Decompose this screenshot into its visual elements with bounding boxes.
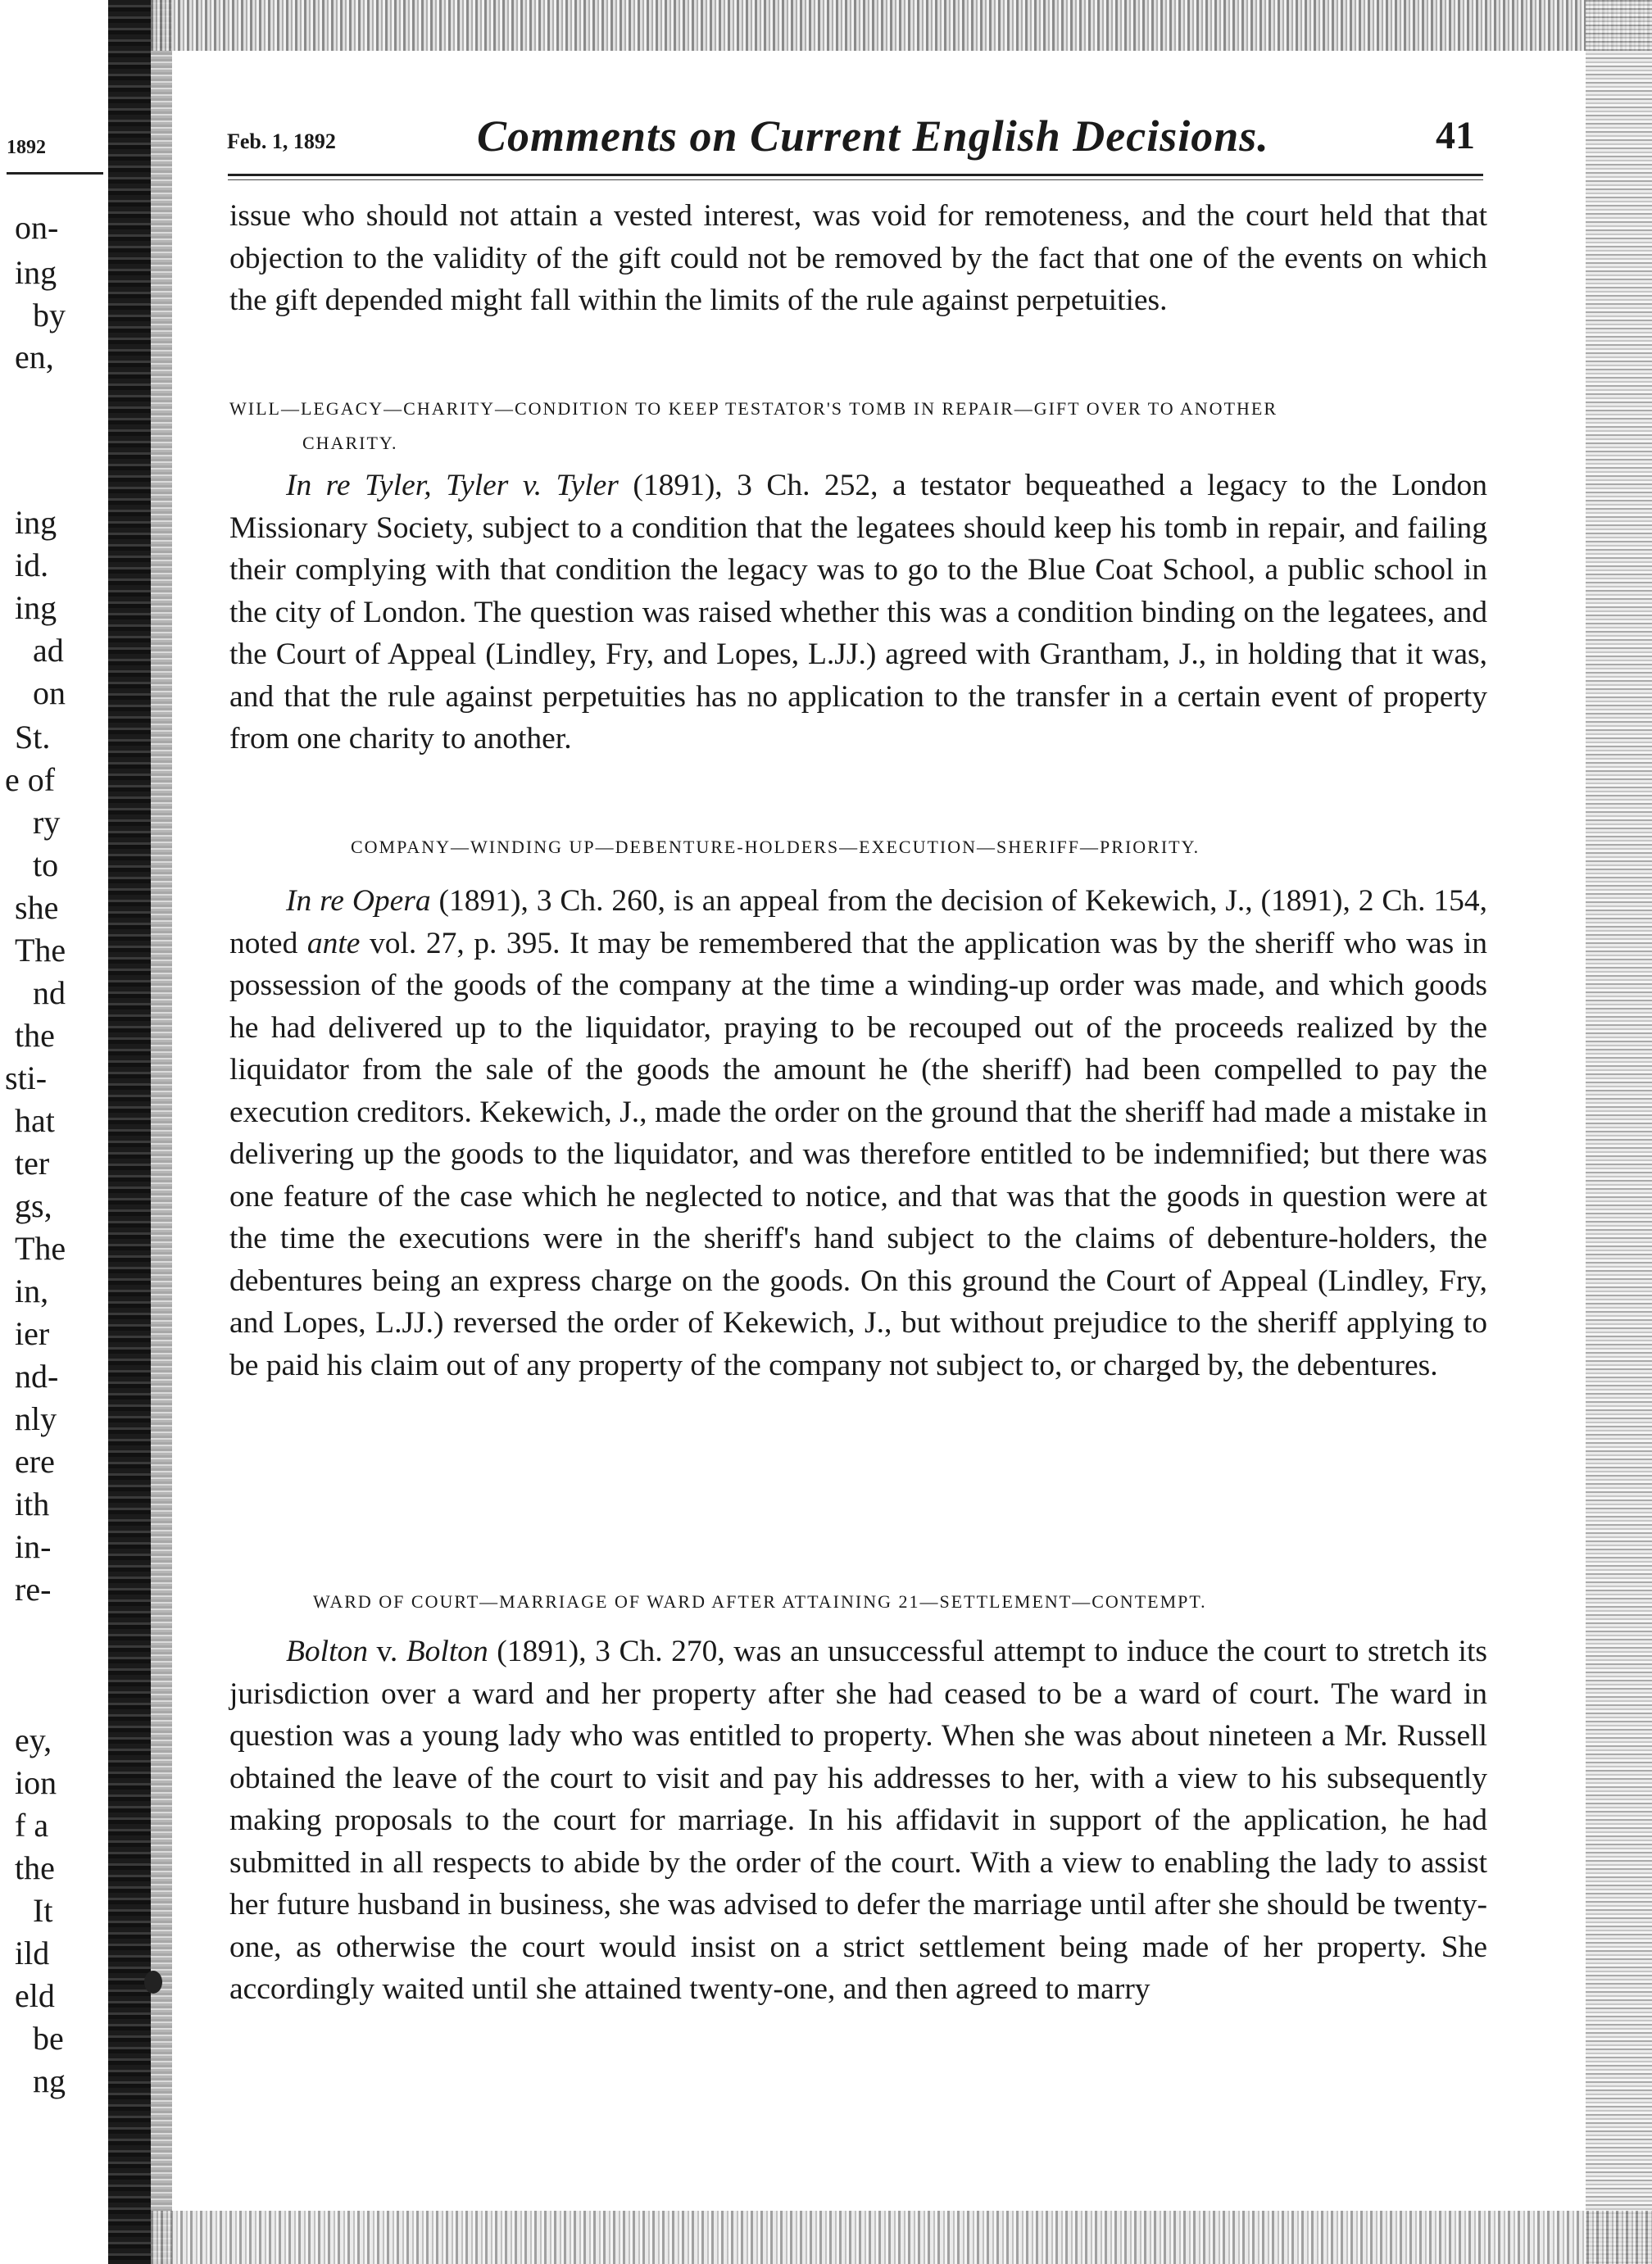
adjacent-page-fragment: to (33, 846, 59, 883)
adjacent-page-fragment: id. (15, 547, 49, 583)
opera-text (229, 880, 1487, 1386)
adjacent-page-fragment: by (33, 297, 66, 333)
binding-hole-mark (144, 1971, 162, 1994)
opera-body-a: (1891), 3 Ch. 260, is an appeal from the decision of Kekewich, J., (1891), 2 Ch. 154, noted (229, 884, 1487, 960)
adjacent-page-fragment: be (33, 2020, 64, 2057)
adjacent-page-fragment: re- (15, 1571, 52, 1608)
adjacent-page-fragment: nd- (15, 1358, 59, 1395)
page-number: 41 (1436, 114, 1475, 157)
header-rule (228, 174, 1483, 176)
adjacent-page-fragment: on- (15, 209, 59, 246)
adjacent-page-fragment: ad (33, 632, 64, 669)
adjacent-page-fragment: ing (15, 254, 57, 291)
adjacent-page-fragment: en, (15, 338, 54, 375)
adjacent-page-fragment: nd (33, 974, 66, 1011)
opera-paragraph (229, 880, 1487, 1386)
case-name-bolton-b: Bolton (406, 1635, 488, 1668)
case-name-opera: In re Opera (286, 884, 431, 918)
adjacent-page-fragment: nly (15, 1400, 57, 1437)
bolton-body: (1891), 3 Ch. 270, was an unsuccessful attempt to induce the court to stretch its jurisdiction over a ward and her property after she had ceased to be a ward of court. The ward in question was a young lady who was entitled to property. When she was about nineteen a Mr. Russell obtained the leave of the court to visit and pay his addresses to her, with a view to his subsequently making proposals to the court for marriage. In his affidavit in support of the application, he had submitted in all respects to abide by the order of the court. With a view to enabling the lady to assist her future husband in business, she was advised to defer the marriage until after she should be twenty-one, as otherwise the court would insist on a strict settlement being made of her property. She accordingly waited until she attained twenty-one, and then agreed to marry (229, 1635, 1487, 2006)
adjacent-page-margin (0, 0, 108, 2264)
adjacent-page-fragment: ing (15, 504, 57, 541)
bolton-text (229, 1631, 1487, 2011)
adjacent-page-fragment: eld (15, 1977, 55, 2014)
adjacent-page-fragment: e of (5, 761, 56, 798)
section-heading-will: WILL—LEGACY—CHARITY—CONDITION TO KEEP TESTATOR'S TOMB IN REPAIR—GIFT OVER TO ANOTHER (229, 398, 1278, 419)
adjacent-page-fragment: ere (15, 1443, 55, 1480)
adjacent-page-fragment: ter (15, 1145, 50, 1182)
case-name-bolton-a: Bolton (286, 1635, 368, 1668)
adjacent-page-fragment: hat (15, 1102, 55, 1139)
opera-body-b: vol. 27, p. 395. It may be remembered that the application was by the sheriff who was in possession of the goods of the company at the time a winding-up order was made, and which goods he had delivered up to the liquidator, praying to be recouped out of the proceeds realized by the liquidator from the sale of the goods the amount he (the sheriff) had been compelled to pay the execution creditors. Kekewich, J., made the order on the ground that the sheriff had made a mistake in delivering up the goods to the liquidator, and was therefore entitled to be indemnified; but there was one feature of the case which he neglected to notice, and that was that the goods in question were at the time the executions were in the sheriff's hand subject to the claims of debenture-holders, the debentures being an express charge on the goods. On this ground the Court of Appeal (Lindley, Fry, and Lopes, L.JJ.) reversed the order of Kekewich, J., but without prejudice to the sheriff applying to be paid his claim out of any property of the company not subject to, or charged by, the debentures. (229, 926, 1487, 1382)
intro-paragraph (229, 195, 1487, 322)
ante-word: ante (306, 926, 361, 960)
adjacent-page-fragment: St. (15, 719, 51, 755)
adjacent-page-fragment: The (15, 932, 66, 969)
section-heading-ward: WARD OF COURT—MARRIAGE OF WARD AFTER ATTAINING 21—SETTLEMENT—CONTEMPT. (313, 1591, 1207, 1612)
adjacent-page-fragment: in- (15, 1528, 52, 1565)
adjacent-page-fragment: gs, (15, 1187, 52, 1224)
case-name-tyler: In re Tyler, Tyler v. Tyler (286, 469, 619, 502)
adjacent-page-fragment: ey, (15, 1722, 52, 1758)
section-heading-company: COMPANY—WINDING UP—DEBENTURE-HOLDERS—EXECUTION—SHERIFF—PRIORITY. (351, 837, 1200, 857)
top-scan-noise (151, 0, 1652, 51)
adjacent-page-rule (7, 172, 103, 175)
adjacent-page-fragment: ing (15, 589, 57, 626)
binding-gutter (108, 0, 151, 2264)
adjacent-page-fragment: on (33, 674, 66, 711)
adjacent-page-fragment: ion (15, 1764, 57, 1801)
header-title: Comments on Current English Decisions. (477, 111, 1269, 161)
adjacent-page-fragment: It (33, 1892, 53, 1929)
tyler-paragraph (229, 465, 1487, 760)
adjacent-page-fragment: the (15, 1849, 55, 1886)
adjacent-page-fragment: she (15, 889, 59, 926)
adjacent-page-number: 1892 (7, 137, 46, 158)
adjacent-page-fragment: ng (33, 2062, 66, 2099)
tyler-body: (1891), 3 Ch. 252, a testator bequeathed a legacy to the London Missionary Society, subject to a condition that the legatees should keep his tomb in repair, and failing their complying with that condition the legacy was to go to the Blue Coat School, a public school in the city of London. The question was raised whether this was a condition binding on the legatees, and the Court of Appeal (Lindley, Fry, and Lopes, L.JJ.) agreed with Grantham, J., in holding that it was, and that the rule against perpetuities has no application to the transfer in a certain event of property from one charity to another. (229, 469, 1487, 755)
adjacent-page-fragment: in, (15, 1273, 49, 1309)
adjacent-page-fragment: sti- (5, 1059, 48, 1096)
bolton-paragraph (229, 1631, 1487, 2011)
adjacent-page-fragment: The (15, 1230, 66, 1267)
right-scan-noise (1586, 0, 1652, 2264)
adjacent-page-fragment: ry (33, 804, 61, 841)
adjacent-page-fragment: ith (15, 1486, 50, 1522)
adjacent-page-fragment: ier (15, 1315, 50, 1352)
header-date: Feb. 1, 1892 (227, 129, 336, 153)
binding-shadow (151, 0, 172, 2264)
adjacent-page-fragment: f a (15, 1807, 49, 1844)
bottom-scan-noise (151, 2211, 1652, 2264)
tyler-text (229, 465, 1487, 760)
case-v: v. (368, 1635, 406, 1668)
adjacent-page-fragment: the (15, 1017, 55, 1054)
adjacent-page-fragment: ild (15, 1935, 50, 1971)
section-heading-will-cont: CHARITY. (302, 433, 398, 453)
intro-text: issue who should not attain a vested interest, was void for remoteness, and the court held that that objection to the validity of the gift could not be removed by the fact that one of the events on which the gift depended might fall within the limits of the rule against perpetuities. (229, 199, 1487, 317)
header-rule-thin (228, 179, 1483, 180)
